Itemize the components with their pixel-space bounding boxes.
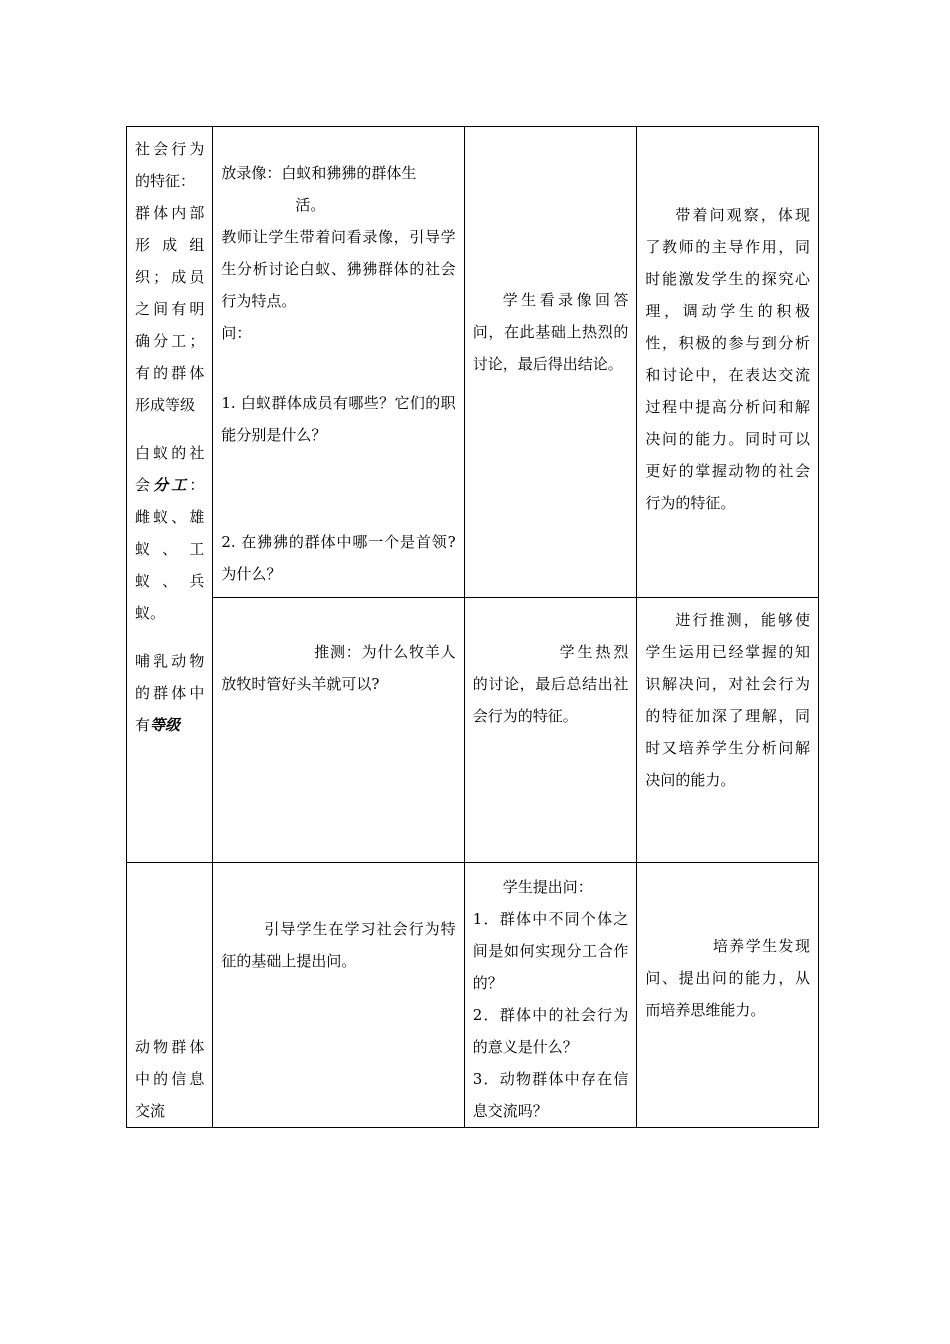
student-question-3: 3．动物群体中存在信息交流吗？ bbox=[472, 1070, 629, 1120]
termite-division-text: 白蚁的社会分工：雌蚁、雄蚁、工蚁、兵蚁。 bbox=[135, 444, 205, 622]
video-instruction: 放录像：白蚁和狒狒的群体生 bbox=[221, 164, 417, 182]
student-activity-text: 学生看录像回答问，在此基础上热烈的讨论，最后得出结论。 bbox=[472, 291, 629, 373]
design-intent-text: 进行推测，能够使学生运用已经掌握的知识解决问，对社会行为的特征加深了理解，同时又培养学生分析问解决问的能力。 bbox=[645, 611, 810, 789]
inference-question: 推测：为什么牧羊人放牧时管好头羊就可以? bbox=[221, 643, 456, 693]
question-1: 1. 白蚁群体成员有哪些？它们的职能分别是什么？ bbox=[221, 394, 456, 444]
student-activity-cell bbox=[464, 598, 637, 863]
teacher-activity-cell bbox=[213, 863, 464, 1128]
topic-features: 群体内部形成组织；成员之间有明确分工；有的群体形成等级 bbox=[135, 204, 205, 414]
question-2: 2. 在狒狒的群体中哪一个是首领?为什么？ bbox=[221, 533, 456, 583]
table-row bbox=[127, 863, 819, 1128]
emphasis-division: 分工 bbox=[153, 476, 190, 494]
emphasis-hierarchy: 等级 bbox=[150, 716, 181, 734]
teacher-activity-cell bbox=[213, 598, 464, 863]
student-question-1: 1．群体中不同个体之间是如何实现分工合作的？ bbox=[472, 910, 629, 992]
student-question-2: 2．群体中的社会行为的意义是什么？ bbox=[472, 1006, 629, 1056]
video-instruction-cont: 活。 bbox=[295, 196, 326, 214]
student-discussion-text: 学生热烈的讨论，最后总结出社会行为的特征。 bbox=[472, 643, 629, 725]
teacher-activity-cell bbox=[213, 127, 464, 598]
design-intent-text: 带着问观察，体现了教师的主导作用，同时能激发学生的探究心理，调动学生的积极性，积极的参与到分析和讨论中，在表达交流过程中提高分析问和解决问的能力。同时可以更好的掌握动物的社会行为的特征。 bbox=[645, 206, 810, 512]
teacher-guidance: 教师让学生带着问看录像，引导学生分析讨论白蚁、狒狒群体的社会行为特点。 bbox=[221, 228, 456, 310]
design-intent-text: 培养学生发现问、提出问的能力，从而培养思维能力。 bbox=[645, 937, 810, 1019]
topic-heading: 社会行为的特征： bbox=[135, 140, 205, 190]
design-intent-cell bbox=[637, 863, 819, 1128]
student-activity-cell bbox=[464, 127, 637, 598]
topic-cell-info-exchange bbox=[127, 863, 213, 1128]
design-intent-cell bbox=[637, 127, 819, 598]
teacher-prompt: 引导学生在学习社会行为特征的基础上提出问。 bbox=[221, 920, 456, 970]
table-row bbox=[127, 598, 819, 863]
mammal-hierarchy-text: 哺乳动物的群体中有等级 bbox=[135, 652, 205, 734]
topic-info-exchange: 动物群体中的信息交流 bbox=[135, 1038, 205, 1120]
student-questions-heading: 学生提出问： bbox=[502, 878, 593, 896]
design-intent-cell bbox=[637, 598, 819, 863]
table-row bbox=[127, 127, 819, 598]
lesson-plan-table bbox=[126, 126, 819, 1128]
student-activity-cell bbox=[464, 863, 637, 1128]
question-label: 问： bbox=[221, 324, 252, 342]
topic-cell-social-behavior bbox=[127, 127, 213, 863]
